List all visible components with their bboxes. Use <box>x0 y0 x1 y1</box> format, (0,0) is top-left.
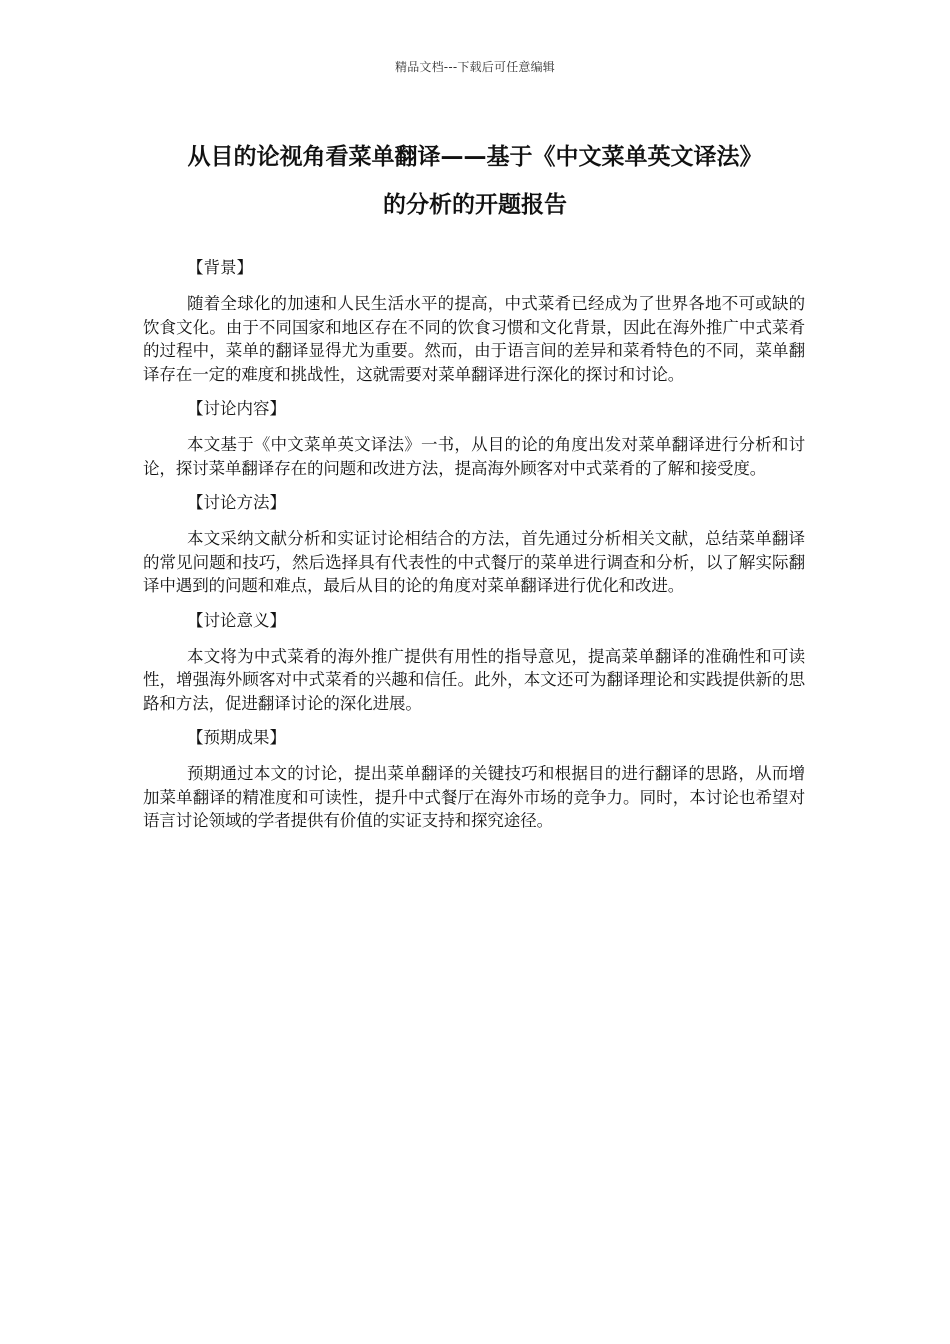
title-line-1: 从目的论视角看菜单翻译——基于《中文菜单英文译法》 <box>187 144 763 170</box>
section-heading-content: 【讨论内容】 <box>187 399 286 418</box>
section-heading-expected-results: 【预期成果】 <box>187 728 286 747</box>
section-body-significance: 本文将为中式菜肴的海外推广提供有用性的指导意见，提高菜单翻译的准确性和可读性，增强海外顾客对中式菜肴的兴趣和信任。此外，本文还可为翻译理论和实践提供新的思路和方法，促进翻译讨论的深化进展。 <box>143 646 805 713</box>
section-body-background: 随着全球化的加速和人民生活水平的提高，中式菜肴已经成为了世界各地不可或缺的饮食文化。由于不同国家和地区存在不同的饮食习惯和文化背景，因此在海外推广中式菜肴的过程中，菜单的翻译显得尤为重要。然而，由于语言间的差异和菜肴特色的不同，菜单翻译存在一定的难度和挑战性，这就需要对菜单翻译进行深化的探讨和讨论。 <box>143 294 805 384</box>
section-body-expected-results: 预期通过本文的讨论，提出菜单翻译的关键技巧和根据目的进行翻译的思路，从而增加菜单翻译的精准度和可读性，提升中式餐厅在海外市场的竞争力。同时，本讨论也希望对语言讨论领域的学者提供有价值的实证支持和探究途径。 <box>143 764 805 830</box>
section-heading-background: 【背景】 <box>187 258 253 277</box>
section-body-method: 本文采纳文献分析和实证讨论相结合的方法，首先通过分析相关文献，总结菜单翻译的常见问题和技巧，然后选择具有代表性的中式餐厅的菜单进行调查和分析，以了解实际翻译中遇到的问题和难点，最后从目的论的角度对菜单翻译进行优化和改进。 <box>143 529 805 595</box>
header-note: 精品文档---下载后可任意编辑 <box>395 60 555 74</box>
document-body <box>143 256 805 844</box>
document-title <box>100 133 850 229</box>
section-heading-method: 【讨论方法】 <box>187 493 286 512</box>
title-line-2: 的分析的开题报告 <box>383 192 567 218</box>
section-body-content: 本文基于《中文菜单英文译法》一书，从目的论的角度出发对菜单翻译进行分析和讨论，探讨菜单翻译存在的问题和改进方法，提高海外顾客对中式菜肴的了解和接受度。 <box>143 435 805 478</box>
section-heading-significance: 【讨论意义】 <box>187 610 286 630</box>
